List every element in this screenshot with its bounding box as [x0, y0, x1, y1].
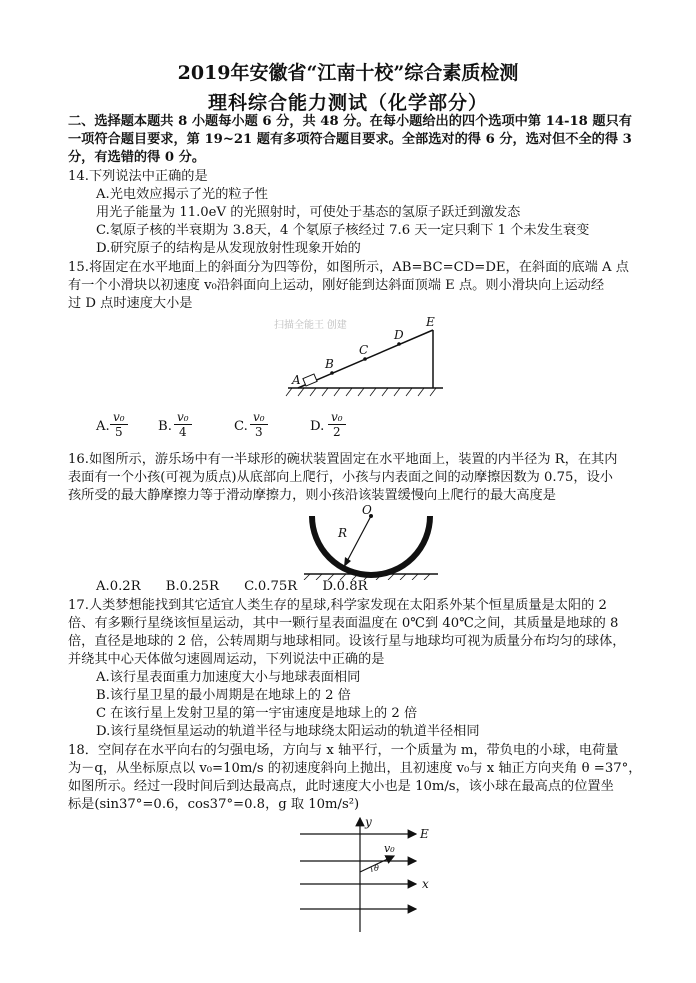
point-b	[330, 371, 334, 375]
fraction-denominator: 3	[254, 425, 263, 439]
q16-stem-line3: 孩所受的最大静摩擦力等于滑动摩擦力，则小孩沿该装置缓慢向上爬行的最大高度是	[68, 488, 556, 503]
q14-option-d: D.研究原子的结构是从发现放射性现象开始的	[96, 241, 361, 256]
q17-stem-line3: 倍，直径是地球的 2 倍，公转周期与地球相同。设该行星与地球均可视为质量分布均匀的球体，	[68, 634, 626, 649]
label-d: D	[394, 328, 404, 342]
q16-stem-line1: 16.如图所示，游乐场中有一半球形的碗状装置固定在水平地面上，装置的内半径为 R，在其内	[68, 452, 618, 467]
section-instruction-line1: 二、选择题本题共 8 小题每小题 6 分，共 48 分。在每小题给出的四个选项中第 14-18 题只有	[68, 114, 632, 129]
section-instruction-line2: 一项符合题目要求，第 19~21 题有多项符合题目要求。全部选对的得 6 分，选对但不全的得 3	[68, 132, 632, 147]
q16-stem-line2: 表面有一个小孩(可视为质点)从底部向上爬行，小孩与内表面之间的动摩擦因数为 0.75，设小	[68, 470, 613, 485]
q14-option-a: A.光电效应揭示了光的粒子性	[96, 187, 268, 202]
fraction-numerator: v₀	[174, 410, 192, 425]
bowl-wall	[312, 516, 430, 575]
label-theta: θ	[374, 864, 379, 873]
q17-option-b: B.该行星卫星的最小周期是在地球上的 2 倍	[96, 688, 351, 703]
label-o: O	[362, 504, 372, 517]
fraction-numerator: v₀	[328, 410, 346, 425]
point-d	[397, 342, 401, 346]
scan-watermark: 扫描全能王 创建	[274, 320, 347, 331]
label-e: E	[426, 315, 435, 329]
q15-option-a-fraction	[110, 410, 128, 439]
q15-option-c-fraction	[250, 410, 268, 439]
ground-hatching	[286, 388, 436, 396]
section-instruction-line3: 分，有选错的得 0 分。	[68, 150, 206, 165]
q15-option-b-fraction	[174, 410, 192, 439]
fraction-numerator: v₀	[110, 410, 128, 425]
label-e: E	[420, 827, 429, 841]
angle-arc	[371, 867, 372, 872]
q15-option-b-label: B.	[158, 419, 172, 434]
label-a: A	[292, 373, 301, 387]
q15-option-a-label: A.	[96, 419, 110, 434]
label-c: C	[359, 343, 369, 357]
page-subtitle: 理科综合能力测试（化学部分）	[207, 92, 488, 114]
q17-stem-line2: 倍、有多颗行星绕该恒星运动，其中一颗行星表面温度在 0℃到 40℃之间，其质量是地球的 8	[68, 616, 619, 631]
page-title: 2019年安徽省“江南十校”综合素质检测	[177, 62, 519, 84]
q17-stem-line4: 并绕其中心天体做匀速圆周运动，下列说法中正确的是	[68, 652, 385, 667]
label-b: B	[325, 357, 334, 371]
q17-stem-line1: 17.人类梦想能找到其它适宜人类生存的星球,科学家发现在太阳系外某个恒星质量是太阳的 2	[68, 598, 607, 613]
point-c	[363, 357, 367, 361]
q17-option-d: D.该行星绕恒星运动的轨道半径与地球绕太阳运动的轨道半径相同	[96, 724, 480, 739]
q15-stem-line3: 过 D 点时速度大小是	[68, 296, 193, 311]
fraction-denominator: 4	[178, 425, 187, 439]
q15-option-d-fraction	[328, 410, 346, 439]
q15-option-d-label: D.	[310, 419, 325, 434]
slider-block	[303, 374, 317, 386]
incline-figure	[268, 312, 448, 400]
q18-stem-line1: 18．空间存在水平向右的匀强电场，方向与 x 轴平行，一个质量为 m，带负电的小球，电荷量	[68, 743, 619, 758]
q17-option-c: C 在该行星上发射卫星的第一宇宙速度是地球上的 2 倍	[96, 706, 418, 721]
label-x: x	[422, 877, 429, 891]
bowl-figure	[296, 504, 446, 580]
q14-option-b: 用光子能量为 11.0eV 的光照射时，可使处于基态的氢原子跃迁到激发态	[96, 205, 521, 220]
fraction-denominator: 5	[114, 425, 123, 439]
q15-option-c-label: C.	[234, 419, 248, 434]
q18-stem-line4: 标是(sin37°=0.6，cos37°=0.8，g 取 10m/s²)	[68, 797, 360, 812]
q18-stem-line2: 为－q，从坐标原点以 v₀=10m/s 的初速度斜向上抛出，且初速度 v₀与 x 轴正方向夹角 θ =37°，	[68, 761, 642, 776]
fraction-denominator: 2	[332, 425, 341, 439]
q14-stem: 14.下列说法中正确的是	[68, 169, 208, 184]
electric-field-figure	[290, 814, 440, 938]
label-y: y	[365, 815, 372, 829]
radius-arrowhead	[344, 557, 351, 567]
q14-option-c: C.氡原子核的半衰期为 3.8天，4 个氡原子核经过 7.6 天一定只剩下 1 个未发生衰变	[96, 223, 590, 238]
q17-option-a: A.该行星表面重力加速度大小与地球表面相同	[96, 670, 361, 685]
q16-options: A.0.2R B.0.25R C.0.75R D.0.8R	[96, 579, 368, 594]
label-v0: v₀	[384, 842, 395, 855]
q15-stem-line2: 有一个小滑块以初速度 v₀沿斜面向上运动，刚好能到达斜面顶端 E 点。则小滑块向上运动经	[68, 278, 605, 293]
label-r: R	[338, 526, 348, 540]
fraction-numerator: v₀	[250, 410, 268, 425]
q18-stem-line3: 如图所示。经过一段时间后到达最高点，此时速度大小也是 10m/s，该小球在最高点的位置坐	[68, 779, 614, 794]
q15-stem-line1: 15.将固定在水平地面上的斜面分为四等份，如图所示，AB=BC=CD=DE，在斜面的底端 A 点	[68, 260, 629, 275]
